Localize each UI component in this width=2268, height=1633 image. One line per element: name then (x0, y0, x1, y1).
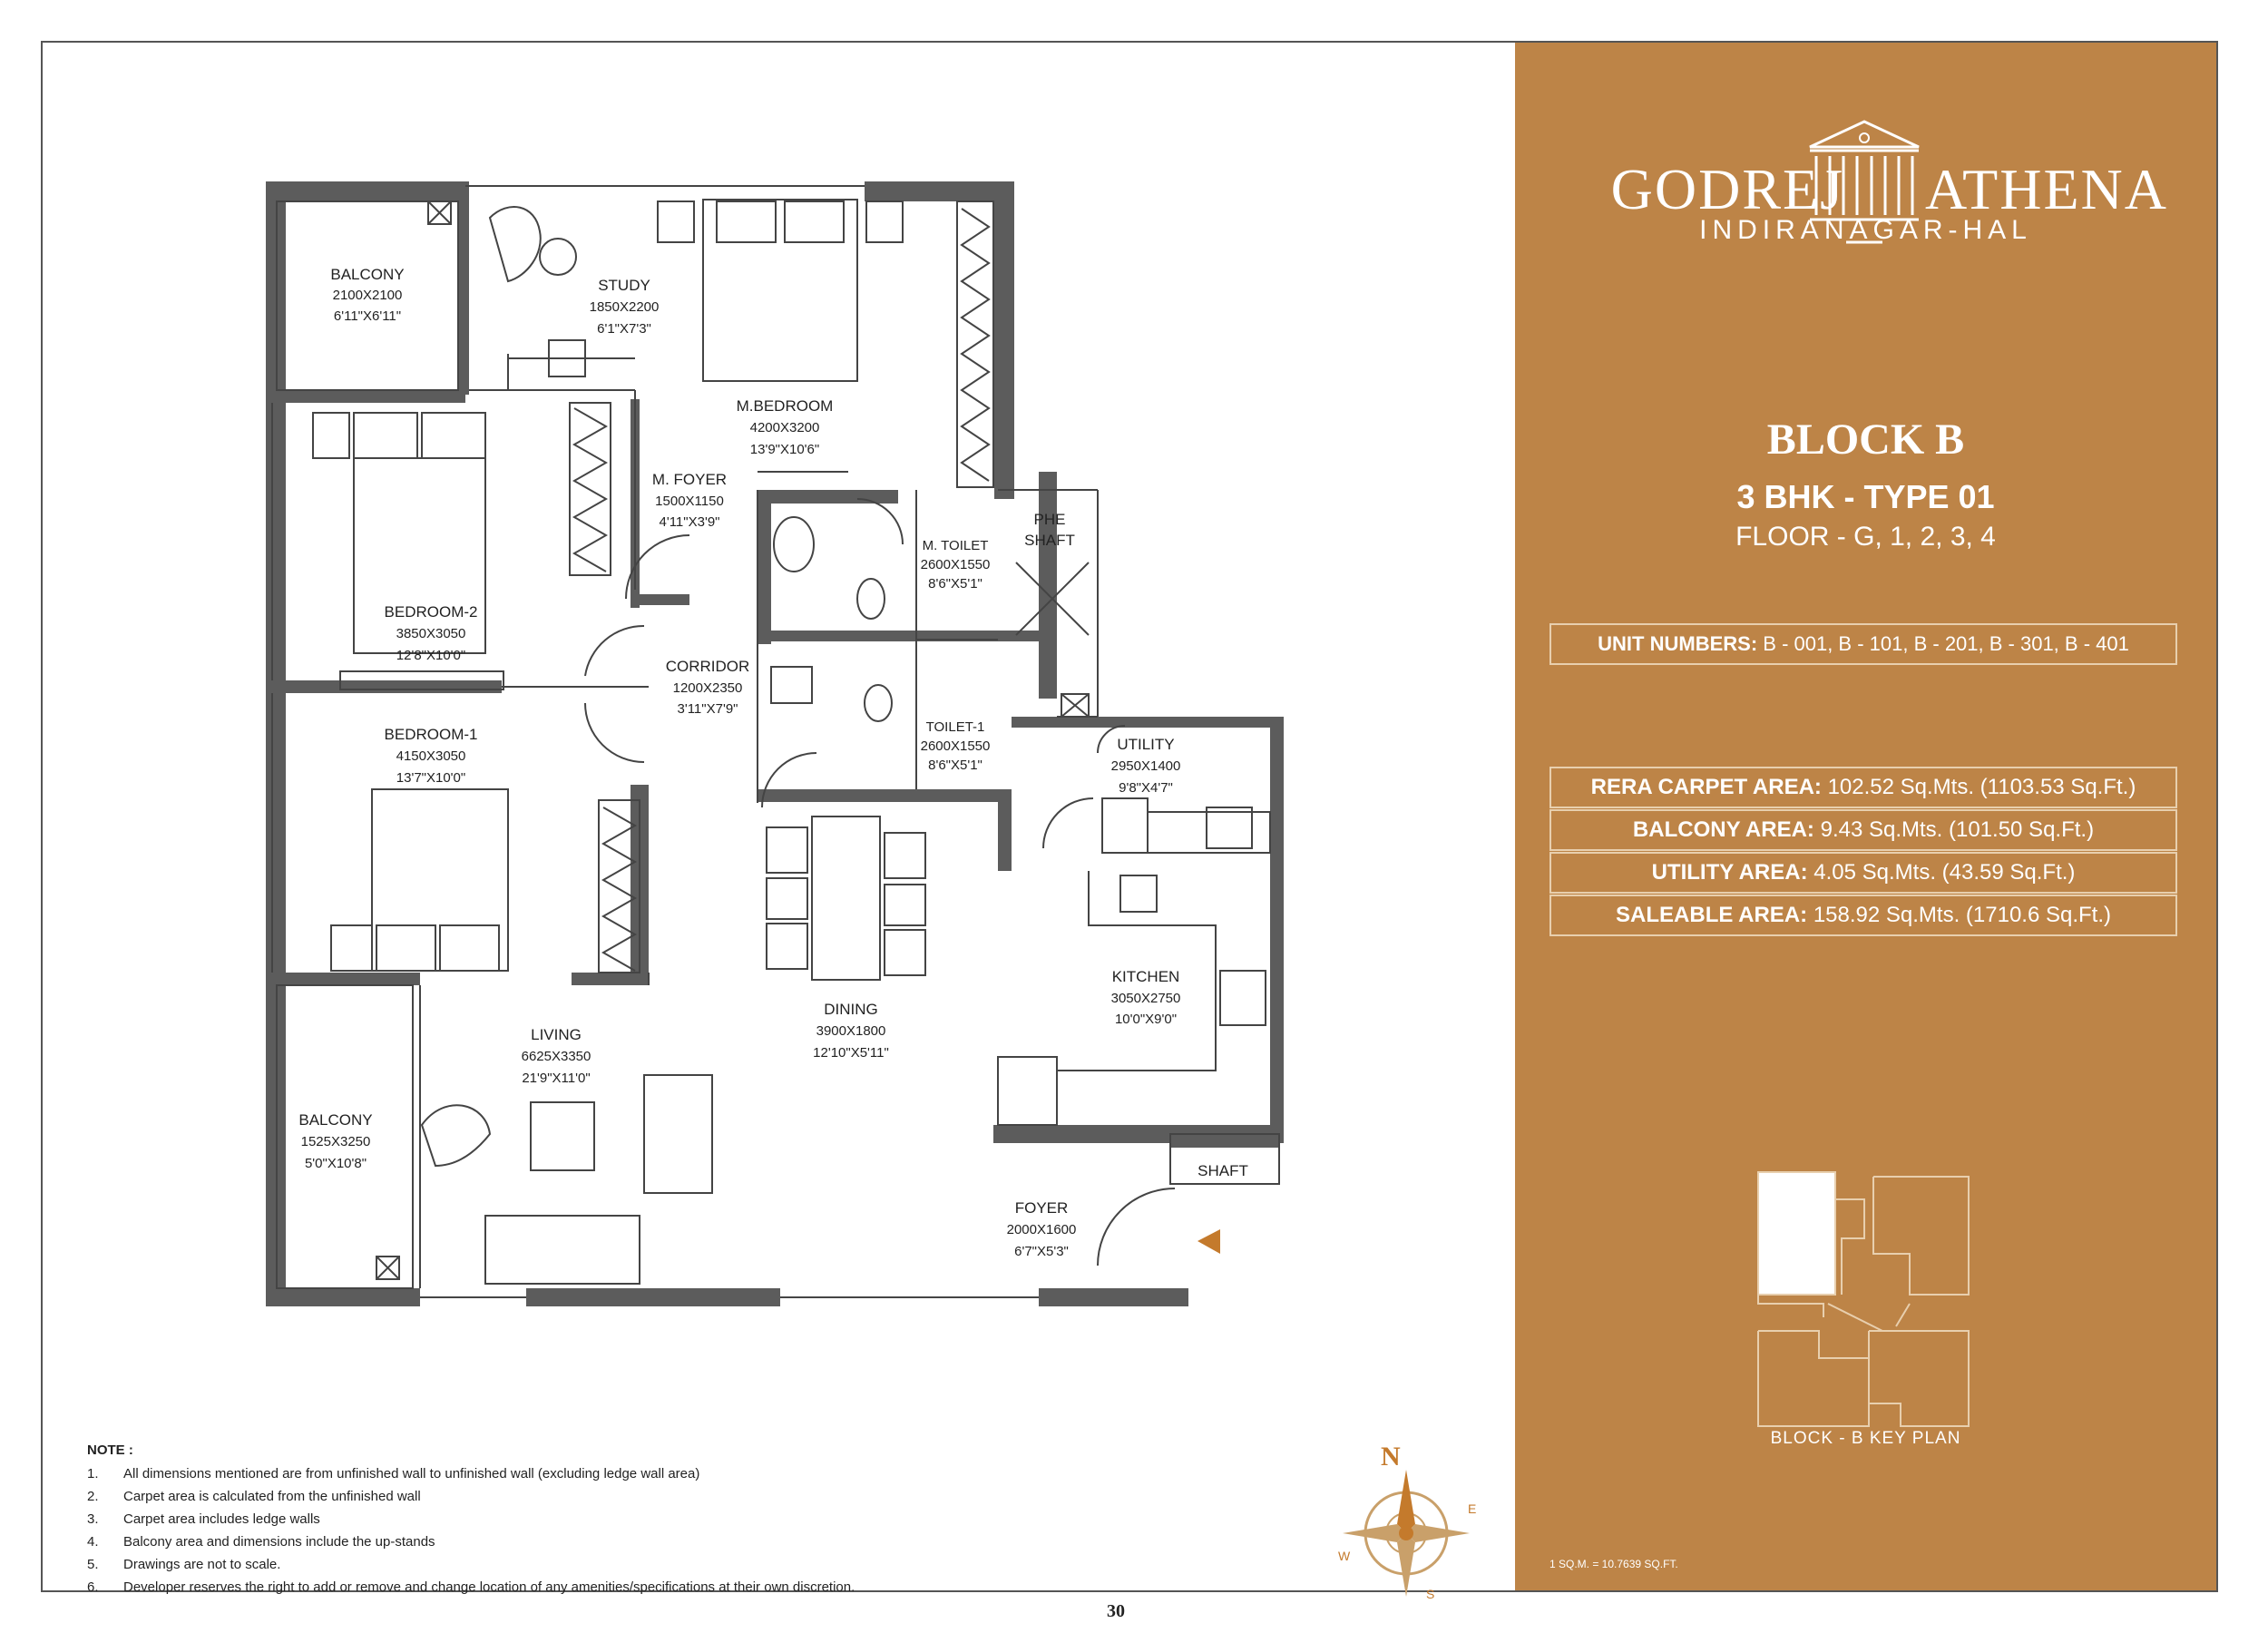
room-ft: 21'9"X11'0" (522, 1071, 591, 1086)
room-ft: 6'1"X7'3" (597, 321, 651, 337)
room-mm: 2100X2100 (332, 288, 403, 303)
room-ft: 10'0"X9'0" (1114, 1012, 1178, 1027)
room-mm: 3050X2750 (1110, 991, 1181, 1006)
room-mm: 1200X2350 (672, 680, 743, 696)
room-labels (298, 266, 1247, 1259)
area-value: 9.43 Sq.Mts. (101.50 Sq.Ft.) (1820, 817, 2095, 842)
room-name: UTILITY (1117, 736, 1175, 753)
room-ft: 3'11"X7'9" (677, 701, 738, 717)
area-row (1549, 895, 2177, 936)
key-plan (1515, 1113, 2216, 1440)
unit-type: 3 BHK - TYPE 01 (1736, 478, 1995, 515)
info-panel (1515, 43, 2216, 1590)
note-num: 4. (87, 1534, 99, 1550)
note-item (87, 1557, 280, 1572)
room-mm: 2600X1550 (920, 738, 991, 754)
room-name: LIVING (531, 1026, 582, 1043)
notes-title: NOTE : (87, 1442, 133, 1458)
room-mm: 2950X1400 (1110, 758, 1181, 774)
area-row (1549, 852, 2177, 894)
room-ft: 13'7"X10'0" (396, 770, 466, 786)
note-num: 3. (87, 1511, 99, 1527)
brand-left: GODREJ (1610, 157, 1844, 221)
compass-n: N (1381, 1442, 1401, 1472)
room-mm: 3850X3050 (396, 626, 466, 641)
note-num: 2. (87, 1489, 99, 1504)
room-ft: 5'0"X10'8" (304, 1156, 367, 1171)
compass-s: S (1426, 1587, 1435, 1601)
note-item (87, 1489, 421, 1504)
note-item (87, 1511, 320, 1527)
note-text: Carpet area is calculated from the unfinished wall (123, 1489, 421, 1504)
area-label: UTILITY AREA: (1651, 860, 1808, 885)
room-name: BALCONY (330, 266, 405, 283)
note-text: Drawings are not to scale. (123, 1557, 281, 1572)
compass-e: E (1468, 1501, 1477, 1516)
area-value: 158.92 Sq.Mts. (1710.6 Sq.Ft.) (1813, 903, 2111, 927)
area-value: 4.05 Sq.Mts. (43.59 Sq.Ft.) (1813, 860, 2076, 885)
unit-numbers-value: B - 001, B - 101, B - 201, B - 301, B - 401 (1763, 632, 2129, 655)
room-mm: 2600X1550 (920, 557, 991, 572)
room-mm: 6625X3350 (521, 1049, 591, 1064)
note-num: 5. (87, 1557, 99, 1572)
note-text: All dimensions mentioned are from unfinished wall to unfinished wall (excluding ledge wall area) (123, 1466, 700, 1481)
room-name: PHE (1033, 511, 1066, 528)
brand-right: ATHENA (1925, 157, 2168, 221)
room-ft: 8'6"X5'1" (928, 758, 982, 773)
area-label: RERA CARPET AREA: (1590, 775, 1822, 799)
room-ft: 6'7"X5'3" (1014, 1244, 1069, 1259)
brand-location: INDIRANAGAR-HAL (1699, 215, 2032, 245)
area-label: BALCONY AREA: (1632, 817, 1814, 842)
compass-icon (1338, 1442, 1476, 1601)
room-name: SHAFT (1024, 532, 1075, 549)
room-name: STUDY (598, 277, 650, 294)
area-row (1549, 809, 2177, 851)
room-ft: 8'6"X5'1" (928, 576, 982, 592)
room-name: FOYER (1014, 1199, 1069, 1217)
note-item (87, 1466, 699, 1481)
page-number: 30 (1107, 1601, 1125, 1621)
note-item (87, 1579, 855, 1595)
conversion-note: 1 SQ.M. = 10.7639 SQ.FT. (1549, 1558, 1678, 1570)
note-num: 6. (87, 1579, 99, 1595)
room-name: BEDROOM-1 (384, 726, 478, 743)
room-name: DINING (824, 1001, 878, 1018)
room-mm: 4200X3200 (749, 420, 820, 435)
room-ft: 6'11"X6'11" (333, 308, 402, 324)
room-name: BALCONY (298, 1111, 373, 1129)
room-mm: 1525X3250 (300, 1134, 371, 1149)
room-mm: 3900X1800 (816, 1023, 886, 1039)
room-name: BEDROOM-2 (384, 603, 478, 621)
note-text: Developer reserves the right to add or remove and change location of any amenities/specifications at their own discretion. (123, 1579, 855, 1595)
area-value: 102.52 Sq.Mts. (1103.53 Sq.Ft.) (1827, 775, 2136, 799)
room-mm: 2000X1600 (1006, 1222, 1077, 1237)
note-item (87, 1534, 435, 1550)
area-row (1549, 767, 2177, 808)
note-text: Balcony area and dimensions include the up-stands (123, 1534, 435, 1550)
room-mm: 1850X2200 (589, 299, 660, 315)
entry-arrow-icon (1198, 1229, 1220, 1254)
unit-numbers-box (1549, 623, 2177, 665)
room-name: SHAFT (1198, 1162, 1248, 1179)
key-plan-label: BLOCK - B KEY PLAN (1770, 1429, 1961, 1448)
room-name: TOILET-1 (925, 719, 985, 735)
room-ft: 12'8"X10'0" (396, 648, 466, 663)
room-ft: 9'8"X4'7" (1119, 780, 1173, 796)
room-mm: 1500X1150 (655, 494, 724, 509)
room-ft: 13'9"X10'6" (749, 442, 820, 457)
room-name: M. TOILET (922, 538, 989, 553)
block-title: BLOCK B (1766, 416, 1965, 464)
room-ft: 4'11"X3'9" (659, 514, 720, 530)
unit-numbers-label: UNIT NUMBERS: (1598, 632, 1758, 655)
note-text: Carpet area includes ledge walls (123, 1511, 320, 1527)
area-label: SALEABLE AREA: (1616, 903, 1808, 927)
compass-w: W (1338, 1549, 1351, 1563)
room-mm: 4150X3050 (396, 748, 466, 764)
note-num: 1. (87, 1466, 99, 1481)
brand-logo (1515, 79, 2216, 224)
floor-list: FLOOR - G, 1, 2, 3, 4 (1735, 522, 1996, 552)
room-name: M.BEDROOM (736, 397, 834, 415)
room-name: M. FOYER (651, 471, 728, 488)
room-ft: 12'10"X5'11" (813, 1045, 889, 1061)
room-name: CORRIDOR (665, 658, 750, 675)
room-name: KITCHEN (1111, 968, 1180, 985)
